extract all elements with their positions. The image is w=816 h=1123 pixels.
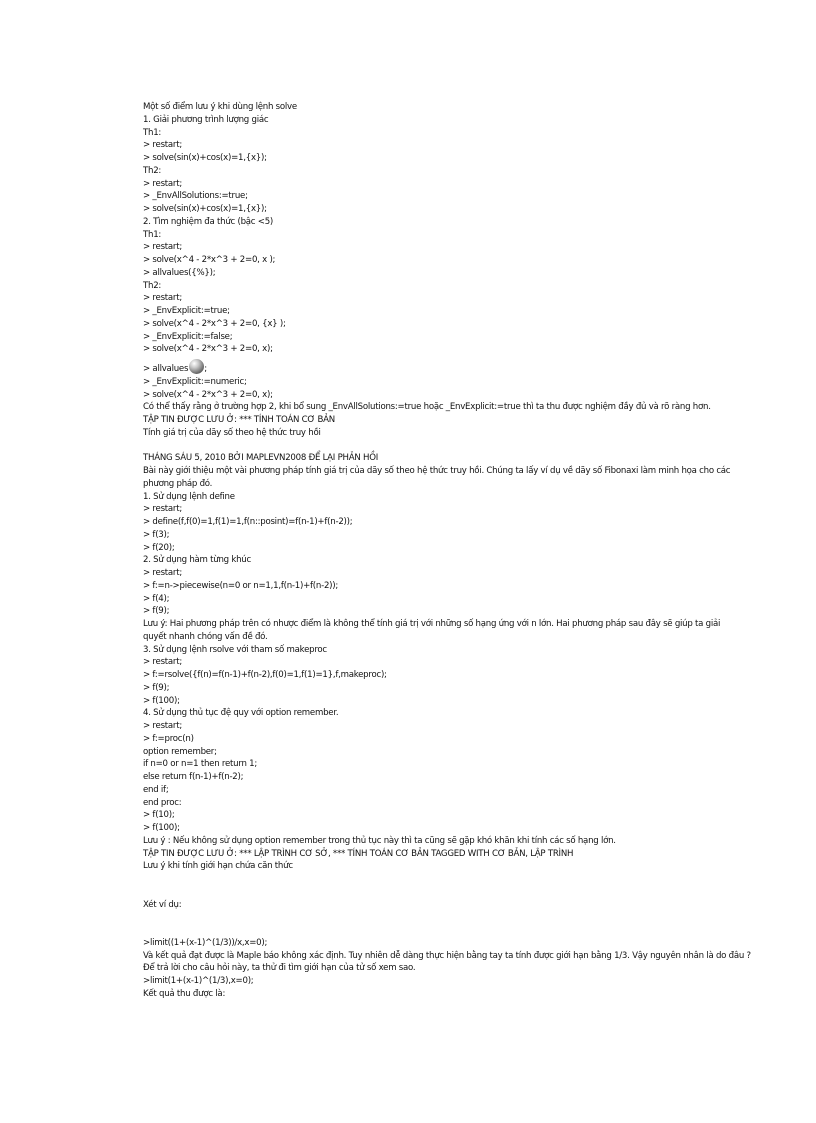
blank-line bbox=[143, 924, 743, 937]
doc-line: Th2: bbox=[143, 280, 162, 291]
doc-line: 1. Giải phương trình lượng giác bbox=[143, 114, 269, 125]
doc-line: > f:=proc(n) bbox=[143, 733, 194, 744]
doc-line: > f:=rsolve({f(n)=f(n-1)+f(n-2),f(0)=1,f(1)=1},f,makeproc); bbox=[143, 670, 387, 680]
doc-line: > solve(sin(x)+cos(x)=1,{x}); bbox=[143, 204, 267, 214]
doc-line: Một số điểm lưu ý khi dùng lệnh solve bbox=[143, 102, 297, 112]
doc-line: Tính giá trị của dãy số theo hệ thức truy hồi bbox=[143, 427, 321, 438]
doc-line: > define(f,f(0)=1,f(1)=1,f(n::posint)=f(n-1)+f(n-2)); bbox=[143, 517, 353, 527]
doc-line: Có thể thấy rằng ở trường hợp 2, khi bổ sung _EnvAllSolutions:=true hoặc _EnvExplicit:=true thì ta thu được nghiệm đầy đủ và rõ ràng hơn. bbox=[143, 402, 711, 413]
doc-line: if n=0 or n=1 then return 1; bbox=[143, 759, 258, 770]
doc-line: Th2: bbox=[143, 165, 162, 176]
doc-line: > f(9); bbox=[143, 606, 170, 617]
post-meta: THÁNG SÁU 5, 2010 BỞI MAPLEVN2008 ĐỂ LẠI PHẢN HỒI bbox=[143, 453, 379, 464]
doc-line: > solve(x^4 - 2*x^3 + 2=0, x ); bbox=[143, 255, 276, 265]
sphere-icon bbox=[189, 359, 204, 374]
doc-line: TẬP TIN ĐƯỢC LƯU Ở: *** LẬP TRÌNH CƠ SỞ, *** TÍNH TOÁN CƠ BẢN TAGGED WITH CƠ BẢN, LẬP TRÌNH bbox=[143, 848, 574, 859]
doc-line bbox=[143, 911, 743, 924]
doc-line: > f(3); bbox=[143, 529, 170, 540]
doc-line: > _EnvAllSolutions:=true; bbox=[143, 191, 248, 202]
doc-paragraph: Để trả lời cho câu hỏi này, ta thử đi tìm giới hạn của tử số xem sao. bbox=[143, 963, 416, 974]
doc-line: > restart; bbox=[143, 504, 182, 515]
doc-line: Th1: bbox=[143, 127, 162, 138]
doc-line: > restart; bbox=[143, 721, 182, 731]
doc-line: > restart; bbox=[143, 568, 182, 578]
doc-line: > restart; bbox=[143, 657, 182, 668]
doc-line: > solve(x^4 - 2*x^3 + 2=0, x); bbox=[143, 344, 273, 355]
doc-line: 4. Sử dụng thủ tục đệ quy với option remember. bbox=[143, 708, 339, 719]
doc-line: 2. Sử dụng hàm từng khúc bbox=[143, 555, 251, 566]
doc-line: 3. Sử dụng lệnh rsolve với tham số makeproc bbox=[143, 644, 327, 655]
doc-line: 2. Tìm nghiệm đa thức (bậc <5) bbox=[143, 216, 274, 227]
doc-line: > f(20); bbox=[143, 542, 175, 553]
doc-line: > _EnvExplicit:=true; bbox=[143, 306, 230, 316]
allvalues-text: > allvalues bbox=[143, 364, 189, 374]
doc-paragraph: Bài này giới thiệu một vài phương pháp tính giá trị của dãy số theo hệ thức truy hồi. Chúng ta lấy ví dụ về dãy số Fibonaxi làm minh họa cho các phương pháp đó. bbox=[143, 466, 731, 489]
doc-line: >limit(1+(x-1)^(1/3),x=0); bbox=[143, 976, 254, 986]
doc-line bbox=[143, 873, 743, 886]
doc-line: > restart; bbox=[143, 293, 182, 304]
doc-line: > _EnvExplicit:=numeric; bbox=[143, 376, 247, 387]
allvalues-semicolon: ; bbox=[204, 364, 207, 374]
doc-line: > solve(x^4 - 2*x^3 + 2=0, x); bbox=[143, 389, 273, 400]
doc-line: > f(4); bbox=[143, 593, 170, 604]
doc-line: > restart; bbox=[143, 140, 182, 151]
doc-line: else return f(n-1)+f(n-2); bbox=[143, 772, 244, 782]
doc-line: Lưu ý khi tính giới hạn chứa căn thức bbox=[143, 861, 293, 872]
doc-line: >limit((1+(x-1)^(1/3))/x,x=0); bbox=[143, 937, 268, 948]
doc-line: option remember; bbox=[143, 746, 217, 757]
doc-paragraph: Lưu ý: Hai phương pháp trên có nhược điểm là không thể tính giá trị với những số hạng ứng với n lớn. Hai phương pháp sau đây sẽ giúp ta giải quyết nhanh chóng vấn đề đó. bbox=[143, 619, 721, 642]
document-body bbox=[143, 101, 751, 1013]
doc-line-allvalues bbox=[143, 359, 743, 376]
doc-line: > f:=n->piecewise(n=0 or n=1,1,f(n-1)+f(n-2)); bbox=[143, 580, 339, 591]
doc-line: end if; bbox=[143, 784, 169, 795]
doc-line: > solve(x^4 - 2*x^3 + 2=0, {x} ); bbox=[143, 318, 286, 329]
doc-line: 1. Sử dụng lệnh define bbox=[143, 491, 235, 502]
doc-line: Lưu ý : Nếu không sử dụng option remember trong thủ tục này thì ta cũng sẽ gặp khó khăn khi tính các số hạng lớn. bbox=[143, 835, 616, 846]
blank-line bbox=[143, 440, 743, 453]
doc-line: Và kết quả đạt được là Maple báo không xác định. Tuy nhiên dễ dàng thực hiện bằng tay ta tính được giới hạn bằng 1/3. Vậy nguyên nhân là do đâu ? bbox=[143, 950, 751, 961]
doc-line: > f(100); bbox=[143, 695, 180, 706]
doc-line: > restart; bbox=[143, 178, 182, 189]
doc-line: > restart; bbox=[143, 242, 182, 253]
doc-line: > _EnvExplicit:=false; bbox=[143, 331, 233, 342]
doc-line: Kết quả thu được là: bbox=[143, 988, 226, 999]
doc-line: TẬP TIN ĐƯỢC LƯU Ở: *** TÍNH TOÁN CƠ BẢN bbox=[143, 415, 335, 425]
post-meta: Xét ví dụ: bbox=[143, 899, 182, 910]
doc-line: > f(9); bbox=[143, 682, 170, 693]
doc-line: > allvalues({%}); bbox=[143, 267, 216, 278]
doc-line: end proc: bbox=[143, 797, 182, 808]
doc-line: Th1: bbox=[143, 229, 162, 240]
doc-line bbox=[143, 1001, 743, 1014]
doc-line: > solve(sin(x)+cos(x)=1,{x}); bbox=[143, 153, 267, 163]
doc-line: > f(10); bbox=[143, 810, 175, 821]
doc-line: > f(100); bbox=[143, 823, 180, 833]
blank-line bbox=[143, 886, 743, 899]
